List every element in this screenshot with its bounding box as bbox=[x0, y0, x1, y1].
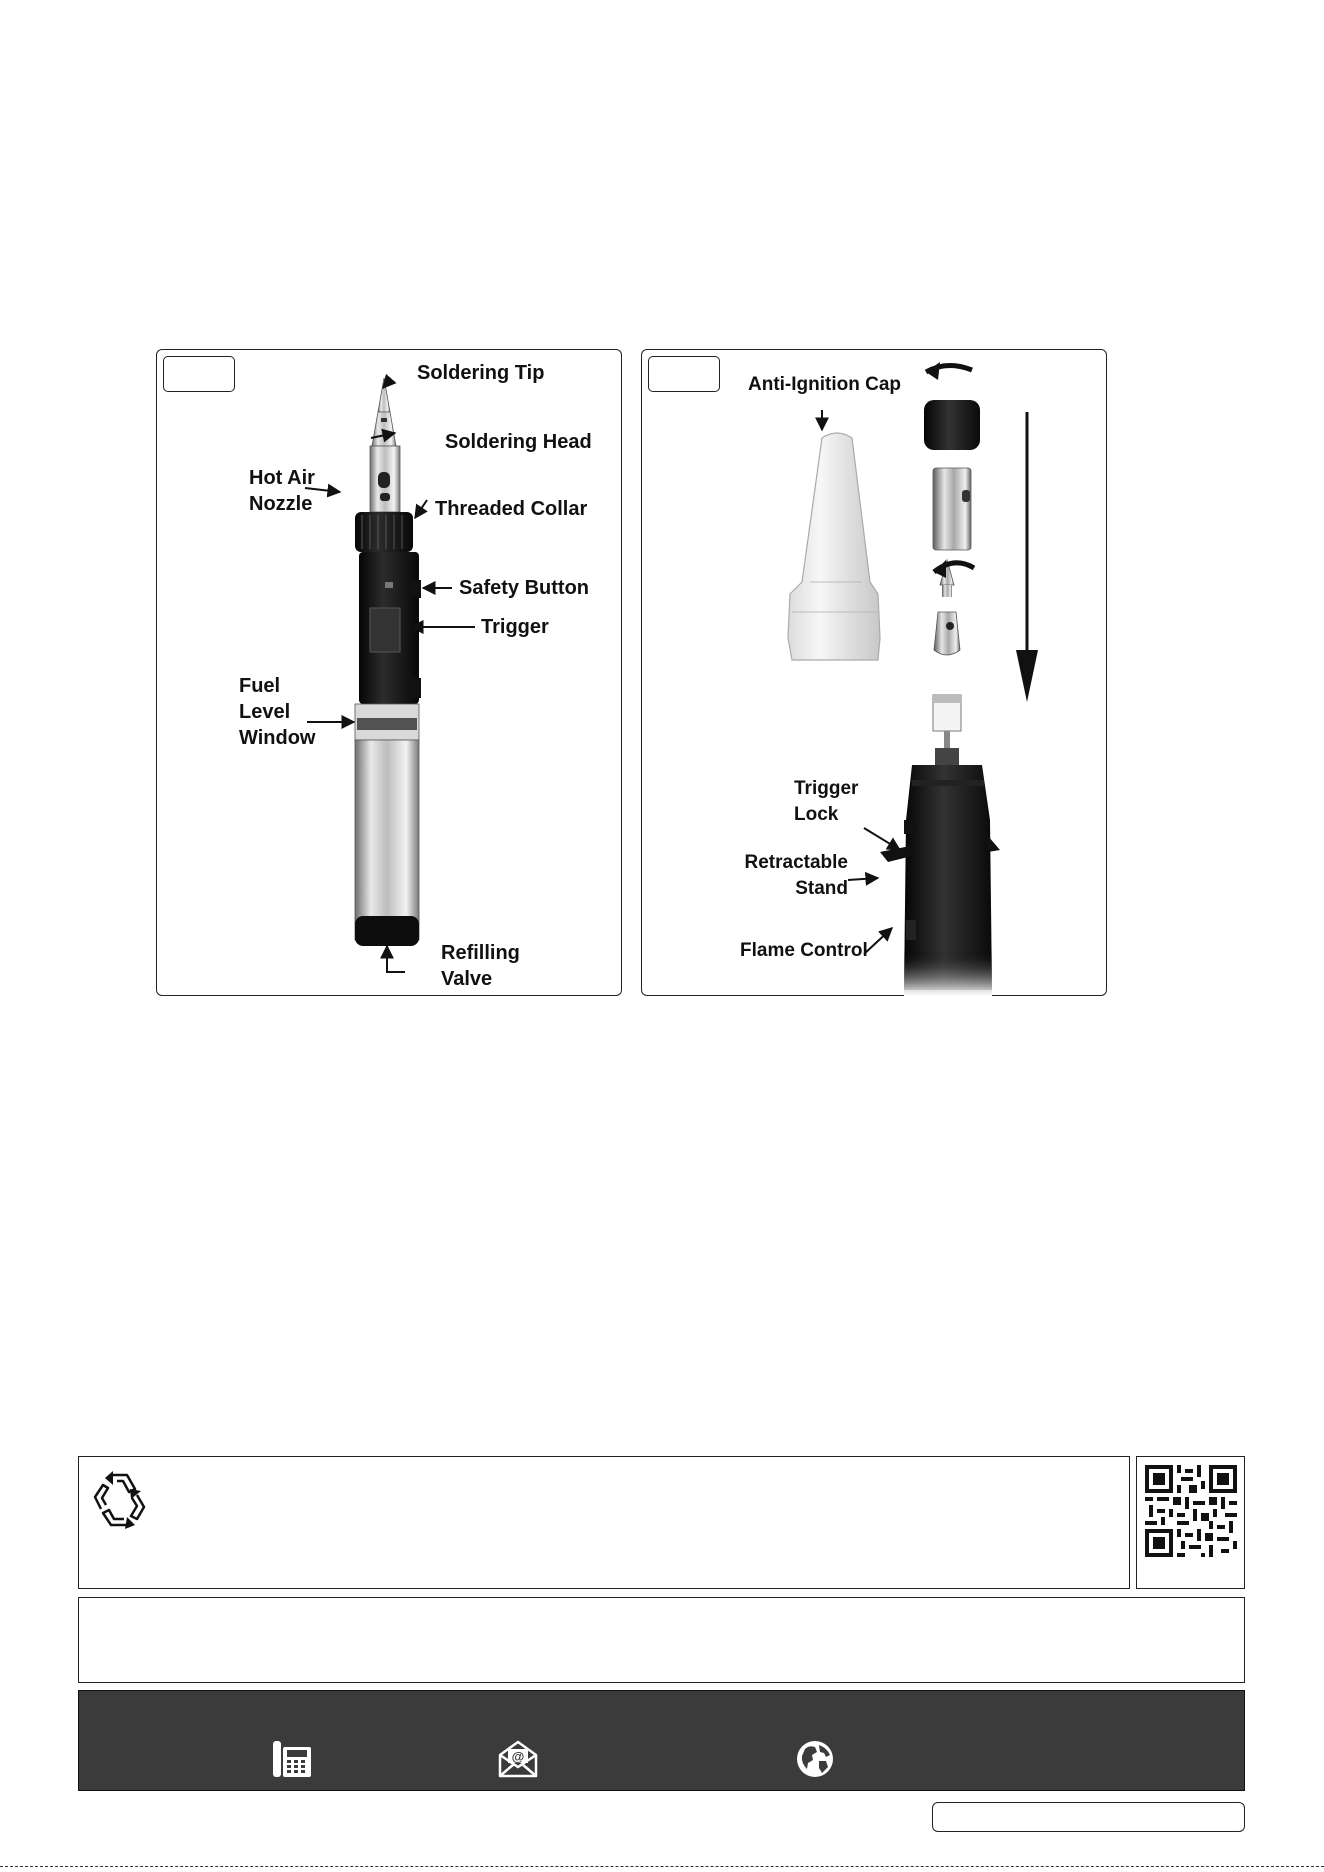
phone-icon bbox=[271, 1739, 313, 1779]
notice-box bbox=[78, 1597, 1245, 1683]
contact-bar bbox=[78, 1690, 1245, 1791]
label-refilling-valve: Refilling Valve bbox=[441, 942, 520, 990]
globe-icon bbox=[795, 1739, 835, 1779]
figure-exploded-view bbox=[641, 349, 1107, 996]
recycling-notice-box bbox=[78, 1456, 1130, 1589]
label-trigger: Trigger bbox=[481, 616, 549, 638]
email-icon bbox=[497, 1739, 539, 1779]
qr-code-box bbox=[1136, 1456, 1245, 1589]
label-safety-button: Safety Button bbox=[459, 577, 589, 599]
recycle-icon bbox=[91, 1469, 149, 1533]
label-soldering-tip: Soldering Tip bbox=[417, 362, 545, 384]
figure-soldering-iron bbox=[156, 349, 622, 996]
cut-line bbox=[0, 1866, 1324, 1867]
label-threaded-collar: Threaded Collar bbox=[435, 498, 588, 520]
label-fuel-level-window: Fuel Level Window bbox=[239, 675, 316, 749]
reference-box bbox=[932, 1802, 1245, 1832]
svg-text:@: @ bbox=[511, 1749, 525, 1764]
label-hot-air-nozzle: Hot Air Nozzle bbox=[249, 467, 315, 515]
label-flame-control: Flame Control bbox=[740, 940, 868, 961]
label-trigger-lock: Trigger Lock bbox=[794, 778, 859, 825]
qr-code-icon bbox=[1145, 1465, 1237, 1557]
label-retractable-stand: Retractable Stand bbox=[744, 852, 848, 899]
label-anti-ignition-cap: Anti-Ignition Cap bbox=[748, 374, 902, 395]
label-soldering-head: Soldering Head bbox=[445, 431, 592, 453]
